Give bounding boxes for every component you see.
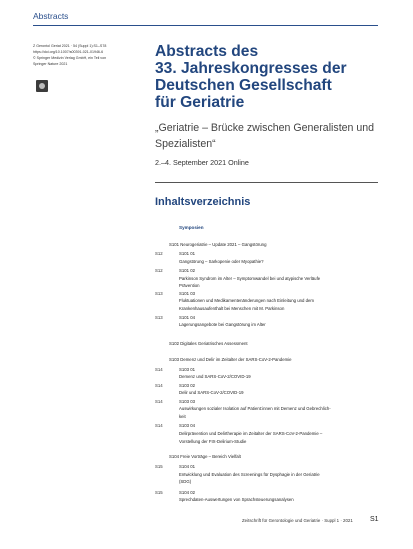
toc-entry-text: S104 01 (179, 464, 196, 469)
toc-entry-text: Fluktuationen und Medikamentenänderungen nach Einleitung und dem (179, 298, 314, 303)
toc-entry-text: Sprechdaten-Auswertungen von Sprachsteuerungsanalysen (179, 497, 294, 502)
toc-entry-text: S103 Demenz und Delir im Zeitalter der SARS-CoV-2-Pandemie (169, 357, 292, 362)
toc-entry-text: S103 04 (179, 423, 196, 428)
meta-line: Z Gerontol Geriat 2021 · 54 (Suppl 1):S1–S78 (33, 44, 107, 48)
congress-date: 2.–4. September 2021 Online (155, 158, 249, 167)
meta-line: Springer Nature 2021 (33, 61, 68, 66)
toc-entry-text: Demenz und SARS-CoV-2/COVID-19 (179, 374, 251, 379)
toc-entry-text: Delir und SARS-CoV-2/COVID-19 (179, 390, 244, 395)
toc-page-ref: S13 (155, 291, 163, 296)
toc-entry-text: Krankenhausaufenthalt bei Menschen mit M. Parkinson (179, 306, 285, 311)
toc-entry-text: S103 03 (179, 399, 196, 404)
toc-section-title: Symposien (179, 225, 204, 230)
toc-page-ref: S15 (155, 464, 163, 469)
toc-entry-text: Entwicklung und Evaluation des Screenings für Dysphagie in der Geriatrie (179, 472, 320, 477)
title-line: 33. Jahreskongresses der (155, 60, 347, 78)
title-line: Deutschen Gesellschaft (155, 77, 332, 95)
toc-page-ref: S14 (155, 399, 163, 404)
toc-entry-text: S102 Digitales Geriatrisches Assessment (169, 341, 248, 346)
toc-heading: Inhaltsverzeichnis (155, 196, 251, 208)
toc-entry-text: S101 03 (179, 291, 196, 296)
toc-page-ref: S14 (155, 383, 163, 388)
toc-entry-text: keit (179, 414, 186, 419)
toc-entry-text: Parkinson Syndrom im Alter – Symptomwandel bei und atypische Verläufe (179, 276, 321, 281)
section-label: Abstracts (33, 11, 69, 21)
toc-entry-text: Auswirkungen sozialer Isolation auf Patient:innen mit Demenz und Gebrechlich- (179, 406, 331, 411)
page-number: S1 (370, 516, 379, 523)
toc-page-ref: S15 (155, 490, 163, 495)
toc-entry-text: Vorstellung der FIX-Delirium-Studie (179, 439, 247, 444)
title-line: für Geriatrie (155, 94, 245, 112)
toc-entry-text: S101 01 (179, 251, 196, 256)
title-line: Abstracts des (155, 43, 259, 60)
toc-entry-text: S103 01 (179, 367, 196, 372)
meta-line: © Springer Medizin Verlag GmbH, ein Teil von (33, 55, 107, 60)
toc-entry-text: S104 02 (179, 490, 196, 495)
toc-entry-text: Lagerungsangebote bei Gangstörung im Alter (179, 322, 266, 327)
toc-entry-text: S101 02 (179, 268, 196, 273)
footer-journal: Zeitschrift für Gerontologie und Geriatrie · Suppl 1 · 2021 (242, 518, 353, 523)
toc-page-ref: S13 (155, 315, 163, 320)
congress-motto: „Geriatrie – Brücke zwischen Generalisten und Spezialisten“ (155, 122, 375, 150)
toc-entry-text: Delirprävention und Delirtherapie im Zeitalter der SARS-CoV-2-Pandemie – (179, 431, 323, 436)
toc-page-ref: S12 (155, 251, 163, 256)
toc-entry-text: Prävention (179, 283, 200, 288)
toc-entry-text: S104 Freie Vorträge – Bereich Vielfalt (169, 454, 241, 459)
toc-entry-text: S103 02 (179, 383, 196, 388)
toc-page-ref: S12 (155, 268, 163, 273)
meta-line: https://doi.org/10.1007/s00391-021-01946-6 (33, 49, 104, 54)
toc-page-ref: S14 (155, 423, 163, 428)
toc-page-ref: S14 (155, 367, 163, 372)
toc-entry-text: Gangstörung – Sarkopenie oder Myopathie? (179, 259, 264, 264)
toc-entry-text: S101 Neurogeriatrie – Update 2021 – Gangstörung (169, 242, 267, 247)
toc-entry-text: S101 04 (179, 315, 196, 320)
toc-entry-text: (SDG) (179, 479, 192, 484)
